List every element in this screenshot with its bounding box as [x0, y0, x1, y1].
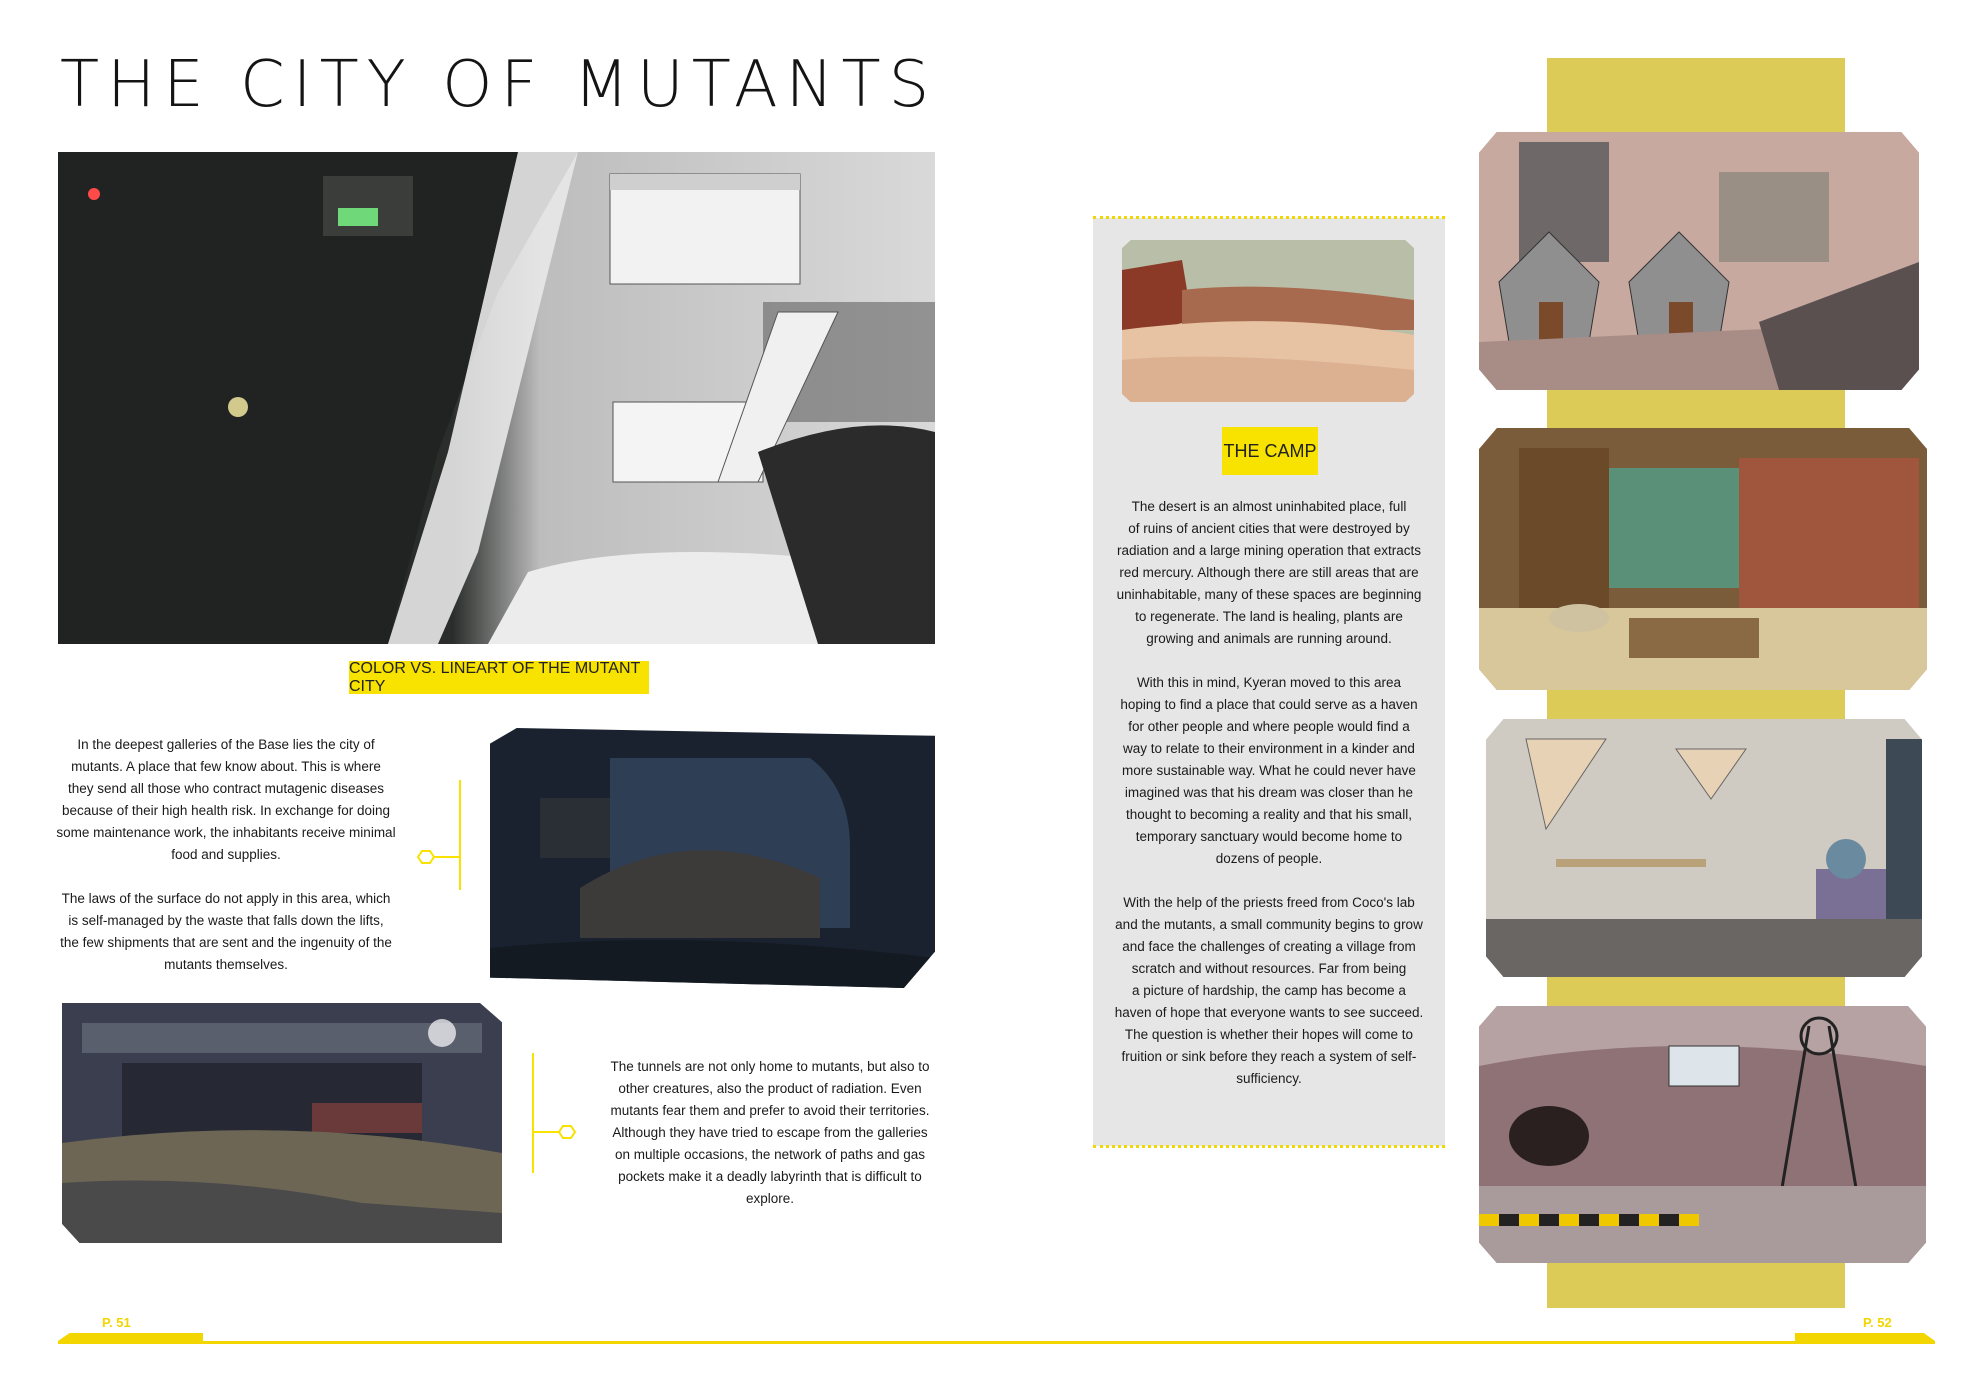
panel-bottom-border [1093, 1145, 1445, 1148]
panel-top-border [1093, 216, 1445, 219]
connector-line [459, 780, 461, 890]
hero-illustration [58, 152, 935, 644]
connector-line [532, 1053, 534, 1173]
bedroom-office-illustration [1486, 719, 1922, 977]
page-number-left: P. 51 [102, 1315, 131, 1330]
footer-left-tab [58, 1333, 203, 1341]
footer-right-tab [1795, 1333, 1935, 1341]
desert-illustration [1122, 240, 1414, 402]
connector-hex-icon [532, 1124, 577, 1140]
footer-rule [58, 1341, 1935, 1344]
connector-hex-icon [416, 849, 461, 865]
intro-paragraph: In the deepest galleries of the Base lies the city of mutants. A place that few know about. This is where they send all those who contract mutagenic diseases because of their high health risk. In exchange for doing some maintenance work, the inhabitants receive minimal food and supplies. The laws of the surface do not apply in this area, which is self-managed by the waste that falls down the lifts, the few shipments that are sent and the ingenuity of the mutants themselves. [56, 737, 396, 972]
tunnel-illustration [490, 728, 935, 988]
interior-room-illustration [1479, 428, 1927, 690]
camp-tents-illustration [1479, 132, 1919, 390]
page-number-right: P. 52 [1863, 1315, 1892, 1330]
page-title: THE CITY OF MUTANTS [60, 48, 938, 122]
mine-illustration [1479, 1006, 1926, 1263]
camp-title: THE CAMP [1222, 427, 1318, 475]
hero-caption: COLOR VS. LINEART OF THE MUTANT CITY [349, 661, 649, 694]
tunnels-paragraph: The tunnels are not only home to mutants, but also to other creatures, also the product of radiation. Even mutants fear them and prefer to avoid their territories. Although they have tried to escape from the galleries on multiple occasions, the network of paths and gas pockets make it a deadly labyrinth that is difficult to explore. [610, 1059, 930, 1206]
cave-illustration [62, 1003, 502, 1243]
camp-paragraph: The desert is an almost uninhabited place, full of ruins of ancient cities that were destroyed by radiation and a large mining operation that extracts red mercury. Although there are still areas that are uninhabitable, many of these spaces are beginning to regenerate. The land is healing, plants are growing and animals are running around. With this in mind, Kyeran moved to this area hoping to find a place that could serve as a haven for other people and where people would find a way to relate to their environment in a kinder and more sustainable way. What he could never have imagined was that his dream was closer than he thought to becoming a reality and that his small, temporary sanctuary would become home to dozens of people. With the help of the priests freed from Coco's lab and the mutants, a small community begins to grow and face the challenges of creating a village from scratch and without resources. Far from being a picture of hardship, the camp has become a haven of hope that everyone wants to see succeed. The question is whether their hopes will come to fruition or sink before they reach a system of self- sufficiency. [1114, 499, 1424, 1086]
